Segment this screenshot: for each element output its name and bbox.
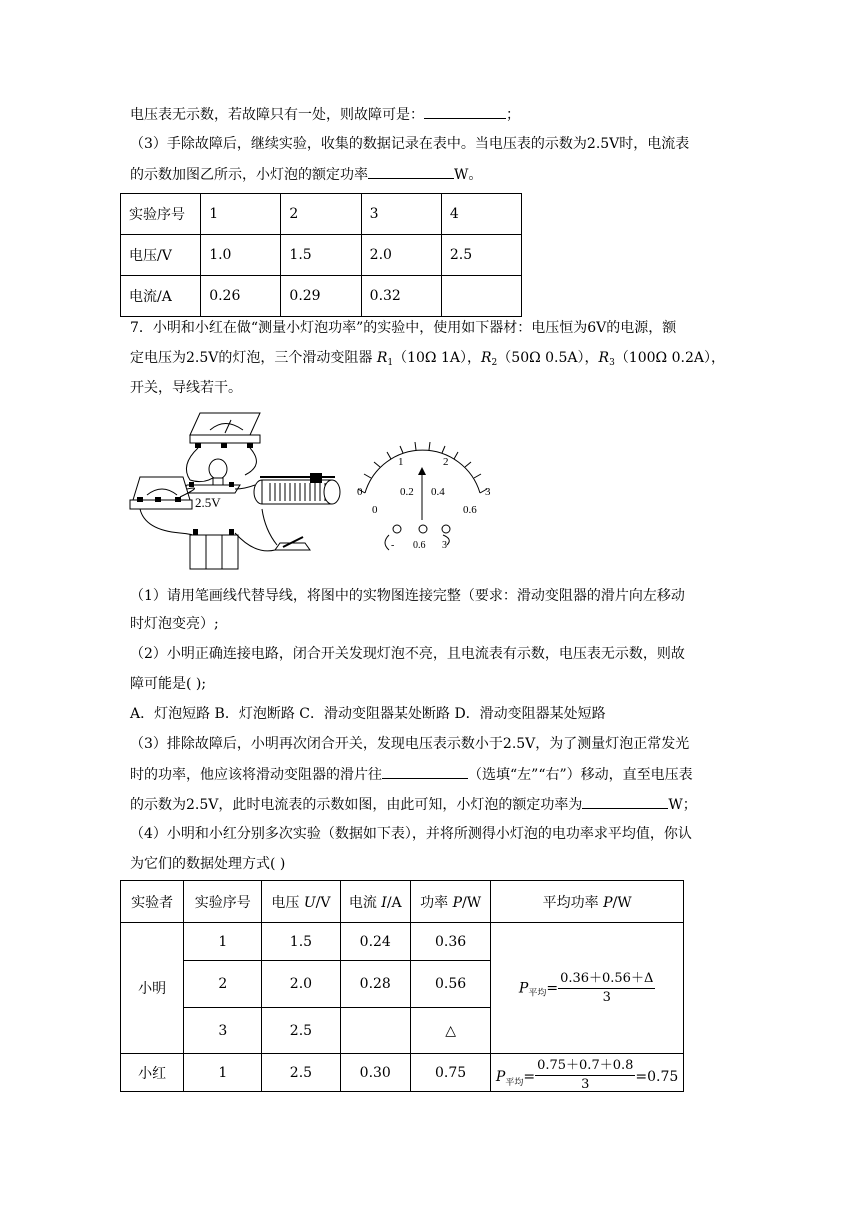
text-fragment: 的示数为2.5V，此时电流表的示数如图，由此可知，小灯泡的额定功率为 bbox=[130, 797, 583, 813]
text-fragment: 定电压为2.5V的灯泡，三个滑动变阻器 bbox=[130, 350, 373, 366]
terminal-label-0-6: 0.6 bbox=[413, 540, 426, 551]
result: =0.75 bbox=[635, 1068, 679, 1085]
lamp-voltage-label: 2.5V bbox=[195, 495, 221, 510]
terminal-label-3: 3 bbox=[442, 540, 447, 551]
text-line bbox=[130, 164, 482, 185]
table-cell: 0.24 bbox=[340, 923, 410, 961]
ammeter-icon bbox=[130, 477, 192, 509]
dial-label-inner-3: 0.6 bbox=[463, 504, 477, 516]
text-fragment: 电流 bbox=[348, 894, 377, 911]
battery-icon bbox=[190, 529, 238, 569]
text-fragment: 时的功率，他应该将滑动变阻器的滑片往 bbox=[130, 767, 382, 783]
table-cell: 1 bbox=[184, 1054, 262, 1092]
formula-clip bbox=[491, 1055, 683, 1091]
equals: = bbox=[546, 980, 559, 996]
table-cell: 0.30 bbox=[340, 1054, 410, 1092]
text-fragment: （10Ω 1A）， bbox=[393, 350, 481, 366]
table-row bbox=[121, 235, 522, 276]
dial-label-inner-0: 0 bbox=[372, 504, 378, 516]
text-line: （3）排除故障后，小明再次闭合开关，发现电压表示数小于2.5V，为了测量灯泡正常发光 bbox=[130, 736, 690, 752]
table-cell: 电流/A bbox=[121, 276, 201, 317]
text-fragment: W； bbox=[668, 797, 697, 813]
dial-label-outer-0: 0 bbox=[357, 486, 363, 498]
table-cell: 2.0 bbox=[361, 235, 441, 276]
header-cell bbox=[340, 881, 410, 923]
resistor-symbol: R bbox=[598, 350, 610, 366]
text-line bbox=[130, 764, 693, 785]
symbol: P bbox=[452, 894, 462, 911]
table-cell: 2 bbox=[281, 194, 361, 235]
dial-label-inner-1: 0.2 bbox=[400, 486, 414, 498]
average-formula-cell bbox=[491, 1054, 684, 1092]
text-fragment: （选填“左”“右”）移动，直至电压表 bbox=[468, 767, 693, 783]
answer-blank[interactable] bbox=[424, 104, 506, 119]
answer-options: A．灯泡短路 B．灯泡断路 C．滑动变阻器某处断路 D．滑动变阻器某处短路 bbox=[130, 706, 606, 722]
table-cell: 2.5 bbox=[262, 1054, 340, 1092]
unit: /A bbox=[386, 894, 402, 911]
text-line bbox=[130, 348, 725, 373]
table-cell: 0.29 bbox=[281, 276, 361, 317]
dial-label-outer-3: 3 bbox=[485, 486, 491, 498]
subscript: 平均 bbox=[505, 1077, 524, 1088]
table-cell: 2.0 bbox=[262, 961, 340, 1008]
answer-blank[interactable] bbox=[382, 764, 468, 779]
terminal-label-minus: - bbox=[391, 540, 395, 551]
numerator: 0.36＋0.56＋Δ bbox=[558, 970, 655, 989]
equals: = bbox=[523, 1068, 536, 1085]
text-fragment: 电压 bbox=[271, 894, 300, 911]
table-cell: △ bbox=[410, 1008, 490, 1054]
symbol: P bbox=[495, 1068, 506, 1085]
fraction bbox=[535, 1057, 635, 1091]
text-line: （4）小明和小红分别多次实验（数据如下表），并将所测得小灯泡的电功率求平均值，你认 bbox=[130, 826, 692, 842]
switch-icon bbox=[275, 537, 310, 550]
text-fragment: ； bbox=[506, 107, 520, 123]
text-line: （1）请用笔画线代替导线，将图中的实物图连接完整（要求：滑动变阻器的滑片向左移动 bbox=[130, 588, 685, 604]
subscript: 平均 bbox=[528, 988, 547, 998]
header-cell: 实验者 bbox=[121, 881, 184, 923]
dial-label-1: 1 bbox=[398, 456, 404, 468]
text-line: （3）手除故障后，继续实验，收集的数据记录在表中。当电压表的示数为2.5V时，电流表 bbox=[130, 136, 690, 152]
symbol: U bbox=[303, 894, 316, 911]
table-cell bbox=[340, 1008, 410, 1054]
table-cell: 0.56 bbox=[410, 961, 490, 1008]
resistor-symbol: R bbox=[481, 350, 492, 366]
experimenter-cell: 小明 bbox=[121, 923, 184, 1054]
table-cell: 0.26 bbox=[201, 276, 281, 317]
resistor-symbol: R bbox=[376, 350, 388, 366]
voltmeter-icon bbox=[190, 413, 260, 448]
table-cell: 1.5 bbox=[262, 923, 340, 961]
text-line: 7．小明和小红在做“测量小灯泡功率”的实验中，使用如下器材：电压恒为6V的电源，额 bbox=[130, 320, 677, 336]
table-cell: 3 bbox=[184, 1008, 262, 1054]
text-line: 时灯泡变亮）; bbox=[130, 616, 219, 632]
symbol: P bbox=[603, 894, 613, 911]
numerator: 0.75＋0.7＋0.8 bbox=[535, 1057, 635, 1076]
symbol: I bbox=[381, 894, 387, 911]
text-fragment: （50Ω 0.5A）， bbox=[497, 350, 599, 366]
table-cell: 1.5 bbox=[281, 235, 361, 276]
table-cell: 0.75 bbox=[410, 1054, 490, 1092]
table-cell: 1.0 bbox=[201, 235, 281, 276]
text-fragment: W。 bbox=[454, 167, 483, 183]
table-cell bbox=[441, 276, 521, 317]
text-fragment: 电压表无示数，若故障只有一处，则故障可是： bbox=[130, 107, 424, 123]
answer-blank[interactable] bbox=[368, 164, 454, 179]
unit: /W bbox=[461, 894, 482, 911]
table-row bbox=[121, 923, 684, 961]
text-line: （2）小明正确连接电路，闭合开关发现灯泡不亮，且电流表有示数，电压表无示数，则故 bbox=[130, 646, 685, 662]
unit: /W bbox=[612, 894, 632, 911]
denominator: 3 bbox=[581, 1076, 590, 1091]
text-fragment: 功率 bbox=[420, 894, 449, 911]
table-row bbox=[121, 194, 522, 235]
circuit-figure bbox=[125, 405, 505, 580]
dial-label-inner-2: 0.4 bbox=[431, 486, 445, 498]
table-row bbox=[121, 276, 522, 317]
table-cell: 0.28 bbox=[340, 961, 410, 1008]
text-fragment: 的示数加图乙所示，小灯泡的额定功率 bbox=[130, 167, 368, 183]
table-row bbox=[121, 1054, 684, 1092]
rheostat-icon bbox=[254, 473, 340, 504]
dial-label-2: 2 bbox=[443, 456, 449, 468]
table-cell: 电压/V bbox=[121, 235, 201, 276]
text-line: 为它们的数据处理方式( ) bbox=[130, 856, 286, 872]
data-table-1 bbox=[120, 193, 522, 317]
fraction bbox=[558, 970, 655, 1007]
subscript: 1 bbox=[387, 358, 394, 368]
answer-blank[interactable] bbox=[582, 794, 668, 809]
table-cell: 3 bbox=[361, 194, 441, 235]
table-cell: 0.32 bbox=[361, 276, 441, 317]
text-fragment: （100Ω 0.2A）， bbox=[614, 350, 725, 366]
table-cell: 1 bbox=[201, 194, 281, 235]
header-cell bbox=[491, 881, 684, 923]
denominator: 3 bbox=[602, 989, 611, 1005]
table-cell: 2 bbox=[184, 961, 262, 1008]
text-line bbox=[130, 794, 697, 815]
text-line bbox=[130, 104, 520, 125]
table-cell: 2.5 bbox=[441, 235, 521, 276]
average-formula-cell bbox=[491, 923, 684, 1054]
table-cell: 实验序号 bbox=[121, 194, 201, 235]
header-cell bbox=[410, 881, 490, 923]
header-cell bbox=[262, 881, 340, 923]
table-header-row bbox=[121, 881, 684, 923]
table-cell: 4 bbox=[441, 194, 521, 235]
subscript: 3 bbox=[609, 358, 615, 368]
subscript: 2 bbox=[491, 358, 498, 368]
table-cell: 0.36 bbox=[410, 923, 490, 961]
unit: /V bbox=[315, 894, 331, 911]
text-line: 开关，导线若干。 bbox=[130, 380, 242, 396]
text-line: 障可能是( ); bbox=[130, 676, 207, 692]
text-fragment: 平均功率 bbox=[542, 894, 599, 911]
header-cell: 实验序号 bbox=[184, 881, 262, 923]
table-cell: 2.5 bbox=[262, 1008, 340, 1054]
experimenter-cell: 小红 bbox=[121, 1054, 184, 1092]
symbol: P bbox=[518, 980, 529, 996]
table-cell: 1 bbox=[184, 923, 262, 961]
ammeter-dial bbox=[357, 442, 491, 551]
data-table-2 bbox=[120, 880, 684, 1092]
